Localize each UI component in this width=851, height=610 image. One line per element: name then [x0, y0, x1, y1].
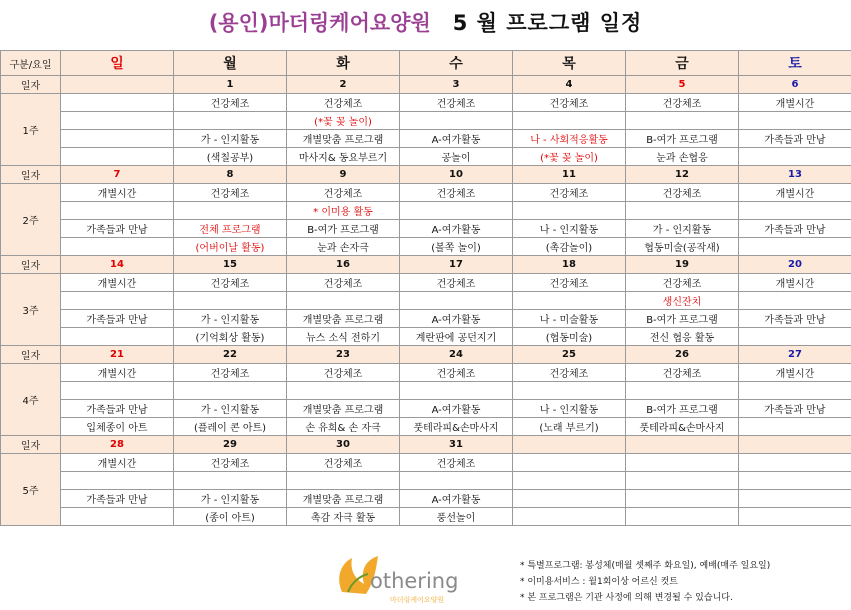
activity-cell: 개별시간	[61, 274, 174, 292]
activity-cell: 계란판에 공던지기	[400, 328, 513, 346]
activity-cell	[400, 472, 513, 490]
activity-cell: 눈과 손협응	[626, 148, 739, 166]
activity-row	[1, 112, 851, 130]
activity-cell: 풋테라피&손마사지	[626, 418, 739, 436]
activity-cell: 건강체조	[513, 274, 626, 292]
date-cell	[513, 436, 626, 454]
activity-cell: A-여가활동	[400, 490, 513, 508]
activity-cell	[739, 238, 851, 256]
activity-cell: 나 - 인지활동	[513, 400, 626, 418]
weekday-cell: 월	[174, 51, 287, 76]
activity-cell: 개별시간	[739, 184, 851, 202]
date-cell: 27	[739, 346, 851, 364]
activity-cell	[626, 490, 739, 508]
activity-cell: 뉴스 소식 전하기	[287, 328, 400, 346]
date-cell: 5	[626, 76, 739, 94]
activity-cell: 건강체조	[287, 364, 400, 382]
date-cell: 9	[287, 166, 400, 184]
date-cell: 11	[513, 166, 626, 184]
date-cell: 8	[174, 166, 287, 184]
date-cell: 14	[61, 256, 174, 274]
date-cell: 15	[174, 256, 287, 274]
date-cell: 10	[400, 166, 513, 184]
activity-cell	[513, 508, 626, 526]
weekday-cell: 토	[739, 51, 851, 76]
activity-cell: 건강체조	[287, 94, 400, 112]
activity-row	[1, 454, 851, 472]
activity-cell: 개별시간	[61, 364, 174, 382]
date-cell: 22	[174, 346, 287, 364]
activity-cell: (종이 아트)	[174, 508, 287, 526]
date-cell: 31	[400, 436, 513, 454]
activity-cell: 가 - 인지활동	[174, 130, 287, 148]
activity-row	[1, 418, 851, 436]
activity-cell: 가 - 인지활동	[174, 490, 287, 508]
activity-cell	[61, 508, 174, 526]
activity-cell	[174, 202, 287, 220]
activity-cell: 건강체조	[626, 364, 739, 382]
activity-cell: 건강체조	[626, 274, 739, 292]
activity-cell	[174, 112, 287, 130]
activity-cell	[513, 202, 626, 220]
activity-cell	[287, 382, 400, 400]
activity-cell: 개별시간	[61, 184, 174, 202]
date-label-cell: 일자	[1, 256, 61, 274]
activity-cell: 풍선놀이	[400, 508, 513, 526]
activity-cell	[61, 112, 174, 130]
date-cell: 25	[513, 346, 626, 364]
schedule-table	[0, 50, 851, 526]
date-cell: 16	[287, 256, 400, 274]
activity-cell: * 이미용 활동	[287, 202, 400, 220]
activity-cell: 개별맞춤 프로그램	[287, 310, 400, 328]
activity-cell: 나 - 미술활동	[513, 310, 626, 328]
activity-cell	[400, 112, 513, 130]
date-label-cell: 일자	[1, 166, 61, 184]
date-label-cell: 일자	[1, 346, 61, 364]
activity-row	[1, 364, 851, 382]
activity-cell	[174, 472, 287, 490]
activity-cell	[400, 292, 513, 310]
activity-cell: 가 - 인지활동	[174, 310, 287, 328]
activity-cell: 가족들과 만남	[61, 310, 174, 328]
date-cell	[626, 436, 739, 454]
activity-cell: (어버이날 활동)	[174, 238, 287, 256]
date-cell: 2	[287, 76, 400, 94]
activity-cell	[626, 202, 739, 220]
activity-cell: 건강체조	[400, 274, 513, 292]
activity-cell	[61, 472, 174, 490]
activity-cell: B-여가 프로그램	[626, 130, 739, 148]
activity-cell: 개별시간	[61, 454, 174, 472]
activity-row	[1, 148, 851, 166]
activity-cell: 눈과 손자극	[287, 238, 400, 256]
date-cell: 17	[400, 256, 513, 274]
date-label-cell: 일자	[1, 436, 61, 454]
activity-cell: 건강체조	[513, 364, 626, 382]
weekday-header-row	[1, 51, 851, 76]
activity-row	[1, 508, 851, 526]
activity-cell	[61, 238, 174, 256]
logo-word: othering	[370, 569, 459, 593]
activity-cell: 건강체조	[400, 94, 513, 112]
activity-cell: (색칠공부)	[174, 148, 287, 166]
date-cell: 20	[739, 256, 851, 274]
activity-cell: 입체종이 아트	[61, 418, 174, 436]
weekday-cell: 화	[287, 51, 400, 76]
activity-cell	[739, 292, 851, 310]
activity-cell: A-여가활동	[400, 400, 513, 418]
date-cell: 26	[626, 346, 739, 364]
notes	[520, 558, 770, 606]
activity-row	[1, 238, 851, 256]
activity-cell: 건강체조	[513, 94, 626, 112]
activity-cell	[626, 112, 739, 130]
activity-cell: (*꽃 꽂 놀이)	[513, 148, 626, 166]
activity-cell: 가족들과 만남	[739, 130, 851, 148]
activity-row	[1, 310, 851, 328]
date-cell: 7	[61, 166, 174, 184]
activity-cell: A-여가활동	[400, 310, 513, 328]
activity-cell: 건강체조	[174, 454, 287, 472]
date-cell	[61, 76, 174, 94]
activity-cell: 마사지& 동요부르기	[287, 148, 400, 166]
activity-cell: 생신잔치	[626, 292, 739, 310]
mothering-logo	[330, 548, 480, 608]
activity-cell: 건강체조	[400, 454, 513, 472]
activity-cell	[739, 490, 851, 508]
activity-cell	[513, 472, 626, 490]
activity-row	[1, 130, 851, 148]
activity-cell: 개별맞춤 프로그램	[287, 130, 400, 148]
weekday-cell: 목	[513, 51, 626, 76]
activity-cell	[61, 130, 174, 148]
activity-cell: 건강체조	[626, 94, 739, 112]
activity-cell: B-여가 프로그램	[626, 310, 739, 328]
week-label-cell: 5주	[1, 454, 61, 526]
activity-cell	[626, 454, 739, 472]
activity-cell: 전체 프로그램	[174, 220, 287, 238]
activity-cell: 가 - 인지활동	[626, 220, 739, 238]
activity-row	[1, 274, 851, 292]
activity-cell: (플레이 콘 아트)	[174, 418, 287, 436]
date-row	[1, 166, 851, 184]
activity-cell	[400, 202, 513, 220]
activity-cell	[287, 292, 400, 310]
activity-cell: 가족들과 만남	[739, 220, 851, 238]
activity-cell	[739, 328, 851, 346]
activity-row	[1, 472, 851, 490]
activity-cell: 촉감 자극 활동	[287, 508, 400, 526]
weekday-cell: 금	[626, 51, 739, 76]
activity-cell	[739, 202, 851, 220]
activity-cell	[174, 292, 287, 310]
activity-cell	[739, 454, 851, 472]
activity-cell: 전신 협응 활동	[626, 328, 739, 346]
date-label-cell: 일자	[1, 76, 61, 94]
date-cell: 1	[174, 76, 287, 94]
activity-cell	[287, 472, 400, 490]
date-row	[1, 76, 851, 94]
date-cell: 3	[400, 76, 513, 94]
activity-cell: 가족들과 만남	[61, 490, 174, 508]
activity-cell: 건강체조	[626, 184, 739, 202]
date-cell: 21	[61, 346, 174, 364]
activity-row	[1, 220, 851, 238]
activity-cell: (촉감놀이)	[513, 238, 626, 256]
activity-cell: A-여가활동	[400, 220, 513, 238]
page-title	[0, 0, 851, 46]
date-cell: 28	[61, 436, 174, 454]
activity-cell	[513, 490, 626, 508]
title-month: 5 월 프로그램 일정	[452, 11, 643, 35]
activity-cell: (협동미술)	[513, 328, 626, 346]
activity-cell: (기억회상 활동)	[174, 328, 287, 346]
activity-cell: 공놀이	[400, 148, 513, 166]
date-cell: 23	[287, 346, 400, 364]
activity-cell	[739, 472, 851, 490]
date-cell: 12	[626, 166, 739, 184]
weekday-cell: 일	[61, 51, 174, 76]
corner-cell: 구분/요일	[1, 51, 61, 76]
activity-cell	[61, 148, 174, 166]
activity-cell: 협동미술(공작새)	[626, 238, 739, 256]
activity-row	[1, 94, 851, 112]
week-label-cell: 1주	[1, 94, 61, 166]
activity-cell: 가족들과 만남	[61, 220, 174, 238]
activity-cell	[61, 292, 174, 310]
activity-cell	[626, 382, 739, 400]
activity-cell: 건강체조	[174, 364, 287, 382]
activity-cell: 건강체조	[513, 184, 626, 202]
date-cell	[739, 436, 851, 454]
activity-cell: 가족들과 만남	[739, 400, 851, 418]
title-facility: (용인)마더링케어요양원	[208, 11, 431, 35]
date-cell: 24	[400, 346, 513, 364]
week-label-cell: 4주	[1, 364, 61, 436]
activity-row	[1, 184, 851, 202]
activity-cell: 가족들과 만남	[61, 400, 174, 418]
activity-cell	[626, 508, 739, 526]
activity-row	[1, 328, 851, 346]
date-row	[1, 436, 851, 454]
activity-cell: 건강체조	[174, 94, 287, 112]
activity-cell: 개별시간	[739, 364, 851, 382]
activity-row	[1, 202, 851, 220]
activity-cell	[513, 382, 626, 400]
activity-cell: 건강체조	[174, 274, 287, 292]
activity-cell: 개별맞춤 프로그램	[287, 400, 400, 418]
activity-cell	[174, 382, 287, 400]
date-cell: 18	[513, 256, 626, 274]
date-cell: 30	[287, 436, 400, 454]
activity-cell: (*꽃 꽂 놀이)	[287, 112, 400, 130]
activity-cell: 건강체조	[400, 184, 513, 202]
activity-cell: 건강체조	[287, 454, 400, 472]
activity-cell	[513, 292, 626, 310]
date-cell: 4	[513, 76, 626, 94]
activity-cell: (노래 부르기)	[513, 418, 626, 436]
activity-cell: B-여가 프로그램	[287, 220, 400, 238]
activity-cell	[739, 508, 851, 526]
logo-sub: 마더링케어요양원	[390, 596, 445, 604]
date-cell: 6	[739, 76, 851, 94]
activity-cell: 건강체조	[400, 364, 513, 382]
activity-cell: A-여가활동	[400, 130, 513, 148]
activity-cell: 개별시간	[739, 274, 851, 292]
activity-cell: 풋테라피&손마사지	[400, 418, 513, 436]
activity-cell: 나 - 사회적응활동	[513, 130, 626, 148]
activity-cell: 건강체조	[174, 184, 287, 202]
activity-cell	[513, 454, 626, 472]
activity-cell: B-여가 프로그램	[626, 400, 739, 418]
date-cell: 29	[174, 436, 287, 454]
week-label-cell: 3주	[1, 274, 61, 346]
date-cell: 19	[626, 256, 739, 274]
activity-cell	[61, 328, 174, 346]
activity-cell	[739, 418, 851, 436]
activity-cell	[61, 202, 174, 220]
activity-cell	[400, 382, 513, 400]
activity-cell: 개별시간	[739, 94, 851, 112]
week-label-cell: 2주	[1, 184, 61, 256]
note-line: * 본 프로그램은 기관 사정에 의해 변경될 수 있습니다.	[520, 593, 733, 603]
activity-row	[1, 382, 851, 400]
activity-cell	[626, 472, 739, 490]
date-row	[1, 256, 851, 274]
activity-cell	[739, 112, 851, 130]
activity-cell: 개별맞춤 프로그램	[287, 490, 400, 508]
activity-cell: 건강체조	[287, 274, 400, 292]
activity-cell	[739, 382, 851, 400]
activity-cell: 손 유희& 손 자극	[287, 418, 400, 436]
note-line: * 특별프로그램: 봉성체(매월 셋째주 화요일), 예배(매주 일요일)	[520, 561, 771, 571]
activity-row	[1, 490, 851, 508]
note-line: * 이미용서비스 : 월1회이상 어르신 컷트	[520, 577, 678, 587]
activity-cell: 건강체조	[287, 184, 400, 202]
activity-row	[1, 292, 851, 310]
date-cell: 13	[739, 166, 851, 184]
activity-cell: 나 - 인지활동	[513, 220, 626, 238]
activity-cell	[739, 148, 851, 166]
activity-cell	[513, 112, 626, 130]
activity-cell: 가 - 인지활동	[174, 400, 287, 418]
activity-row	[1, 400, 851, 418]
activity-cell: 가족들과 만남	[739, 310, 851, 328]
date-row	[1, 346, 851, 364]
activity-cell: (볼쪽 놀이)	[400, 238, 513, 256]
activity-cell	[61, 94, 174, 112]
footer	[0, 544, 851, 610]
activity-cell	[61, 382, 174, 400]
weekday-cell: 수	[400, 51, 513, 76]
